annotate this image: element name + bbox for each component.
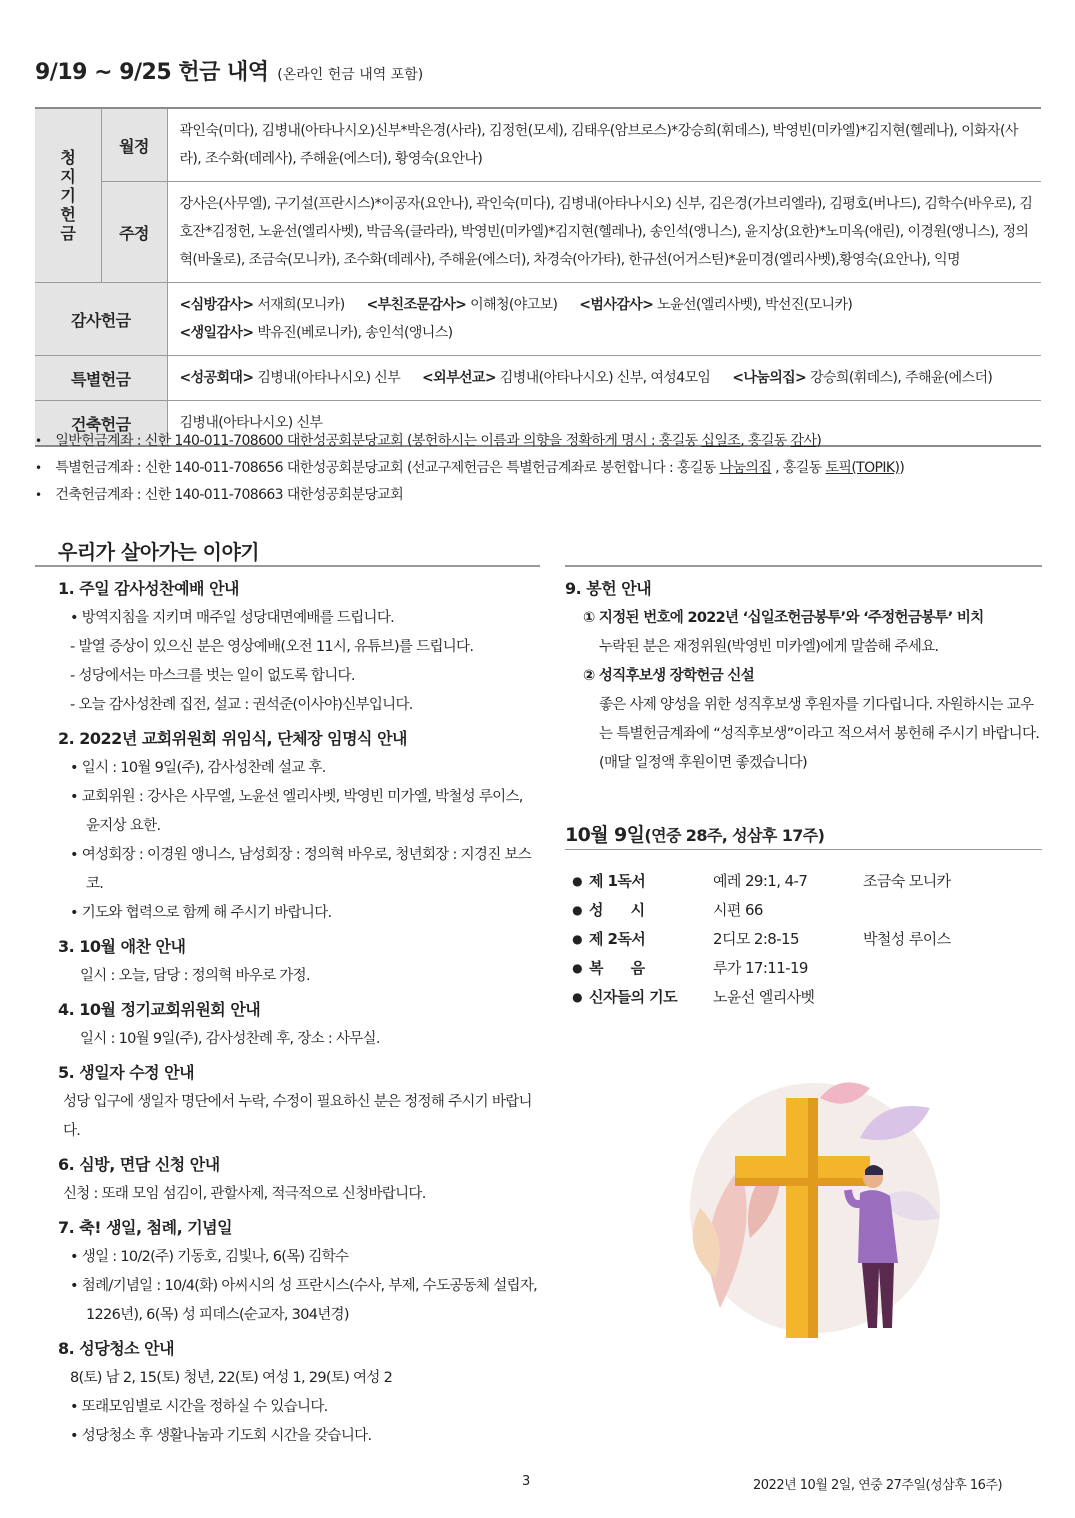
readings-table (565, 866, 1013, 1011)
table-row: ● 성 시 시편 66 (572, 901, 763, 919)
story-6: 6. 심방, 면담 신청 안내 신청 : 또래 모임 섬김이, 관할사제, 적극적으로 신청바랍니다. (58, 1155, 426, 1202)
table-row: ● 제 2독서 2디모 2:8-15 박철성 루이스 (572, 930, 951, 948)
list-item: • 건축헌금계좌 : 신한 140-011-708663 대한성공회분당교회 (35, 482, 904, 509)
story-2: 2. 2022년 교회위원회 위임식, 단체장 임명식 안내 • 일시 : 10월 9일(주), 감사성찬례 설교 후. • 교회위원 : 강사은 사무엘, 노윤선 엘리사벳, 박영빈 미가엘, 박철성 루이스, 윤지상 요한. • 여성회장 : 이경원 앵니스, 남성회장 : 정의혁 바우로, 청년회장 : 지경진 보스코. • 기도와 협력으로 함께 해 주시기 바랍니다. (58, 724, 538, 928)
story-9: 9. 봉헌 안내 ① 지정된 번호에 2022년 ‘십일조헌금봉투’와 ‘주정헌금봉투’ 비치 누락된 분은 재정위원(박영빈 미카엘)에게 말씀해 주세요. ② 성직후보생 장학헌금 신설 좋은 사제 양성을 위한 성직후보생 후원자를 기다립니다. 자원하시는 교우는 특별헌금계좌에 “성직후보생”이라고 적으셔서 봉헌해 주시기 바랍니다. (매달 일정액 후원이면 좋겠습니다) (565, 579, 1040, 771)
stories-right-column (565, 574, 1042, 782)
table-row (35, 108, 1041, 182)
building-offering-text: 김병내(아타나시오) 신부 (167, 401, 1041, 447)
monthly-offering-text: 곽인숙(미다), 김병내(아타나시오)신부*박은경(사라), 김정헌(모세), 김태우(암브로스)*강승희(휘데스), 박영빈(미카엘)*김지현(헬레나), 이화자(사라), 조수화(데레사), 주해윤(에스더), 황영숙(요안나) (167, 108, 1041, 182)
special-offering-text: <성공회대> 김병내(아타나시오) 신부 <외부선교> 김병내(아타나시오) 신부, 여성4모임 <나눔의집> 강승희(휘데스), 주해윤(에스더) (167, 356, 1041, 401)
tithe-label: 청 지 기 헌 금 (35, 108, 101, 283)
account-list (35, 428, 904, 509)
page-number: 3 (522, 1474, 531, 1489)
divider (565, 849, 1042, 850)
table-row: ● 복 음 루가 17:11-19 (572, 959, 808, 977)
story-1: 1. 주일 감사성찬예배 안내 • 방역지침을 지키며 매주일 성당대면예배를 드립니다. - 발열 증상이 있으신 분은 영상예배(오전 11시, 유튜브)를 드립니다. - 성당에서는 마스크를 벗는 일이 없도록 합니다. - 오늘 감사성찬례 집전, 설교 : 권석준(이사야)신부입니다. (58, 574, 538, 720)
table-row (35, 283, 1041, 356)
next-sunday-title: 10월 9일(연중 28주, 성삼후 17주) (565, 824, 825, 846)
table-row: ● 신자들의 기도 노윤선 엘리사벳 (572, 988, 815, 1006)
thanks-offering-text: <심방감사> 서재희(모니카) <부친조문감사> 이해청(야고보) <범사감사> 노윤선(엘리사벳), 박선진(모니카) <생일감사> 박유진(베로니카), 송인석(앵니스) (167, 283, 1041, 356)
page-header (35, 55, 1041, 86)
cross-illustration-icon (680, 1078, 950, 1348)
building-label: 건축헌금 (35, 401, 167, 447)
divider (565, 565, 1042, 567)
story-8: 8. 성당청소 안내 8(토) 남 2, 15(토) 청년, 22(토) 여성 1, 29(토) 여성 2 • 또래모임별로 시간을 정하실 수 있습니다. • 성당청소 후 생활나눔과 기도회 시간을 갖습니다. (58, 1334, 538, 1451)
table-row (35, 182, 1041, 283)
divider (35, 565, 540, 567)
page-subtitle: (온라인 헌금 내역 포함) (277, 67, 424, 83)
section-title: 우리가 살아가는 이야기 (58, 540, 260, 564)
list-item: • 특별헌금계좌 : 신한 140-011-708656 대한성공회분당교회 (선교구제헌금은 특별헌금계좌로 봉헌합니다 : 홍길동 나눔의집 , 홍길동 토픽(TOPIK)) (35, 455, 904, 482)
thanks-label: 감사헌금 (35, 283, 167, 356)
weekly-label: 주정 (101, 182, 167, 283)
monthly-label: 월정 (101, 108, 167, 182)
special-label: 특별헌금 (35, 356, 167, 401)
story-5: 5. 생일자 수정 안내 성당 입구에 생일자 명단에서 누락, 수정이 필요하신 분은 정정해 주시기 바랍니다. (58, 1063, 532, 1139)
list-item: • 일반헌금계좌 : 신한 140-011-708600 대한성공회분당교회 (봉헌하시는 이름과 의향을 정확하게 명시 : 홍길동 십일조, 홍길동 감사) (35, 428, 904, 455)
footer-date: 2022년 10월 2일, 연중 27주일(성삼후 16주) (753, 1478, 1003, 1493)
table-row (35, 356, 1041, 401)
page-title: 9/19 ~ 9/25 헌금 내역 (35, 60, 269, 85)
story-7: 7. 축! 생일, 첨례, 기념일 • 생일 : 10/2(주) 기동호, 김빛나, 6(목) 김학수 • 첨례/기념일 : 10/4(화) 아씨시의 성 프란시스(수사, 부제, 수도공동체 설립자, 1226년), 6(목) 성 피데스(순교자, 304년경) (58, 1213, 538, 1330)
weekly-offering-text: 강사은(사무엘), 구기설(프란시스)*이공자(요안나), 곽인숙(미다), 김병내(아타나시오) 신부, 김은경(가브리엘라), 김평호(버나드), 김학수(바우로), 김호잔*김정헌, 노윤선(엘리사벳), 박금옥(클라라), 박영빈(미카엘)*김지현(헬레나), 송인석(앵니스), 윤지상(요한)*노미옥(애린), 이경원(앵니스), 정의혁(바울로), 조금숙(모니카), 조수화(데레사), 주해윤(에스더), 차경숙(아가타), 한규선(어거스틴)*윤미경(엘리사벳),황영숙(요안나), 익명 (167, 182, 1041, 283)
story-3: 3. 10월 애찬 안내 일시 : 오늘, 담당 : 정의혁 바우로 가정. (58, 937, 310, 984)
story-4: 4. 10월 정기교회위원회 안내 일시 : 10월 9일(주), 감사성찬례 후, 장소 : 사무실. (58, 1000, 380, 1047)
stories-left-column (58, 574, 538, 1455)
offering-table (35, 107, 1041, 447)
table-row: ● 제 1독서 예레 29:1, 4-7 조금숙 모니카 (572, 872, 951, 890)
